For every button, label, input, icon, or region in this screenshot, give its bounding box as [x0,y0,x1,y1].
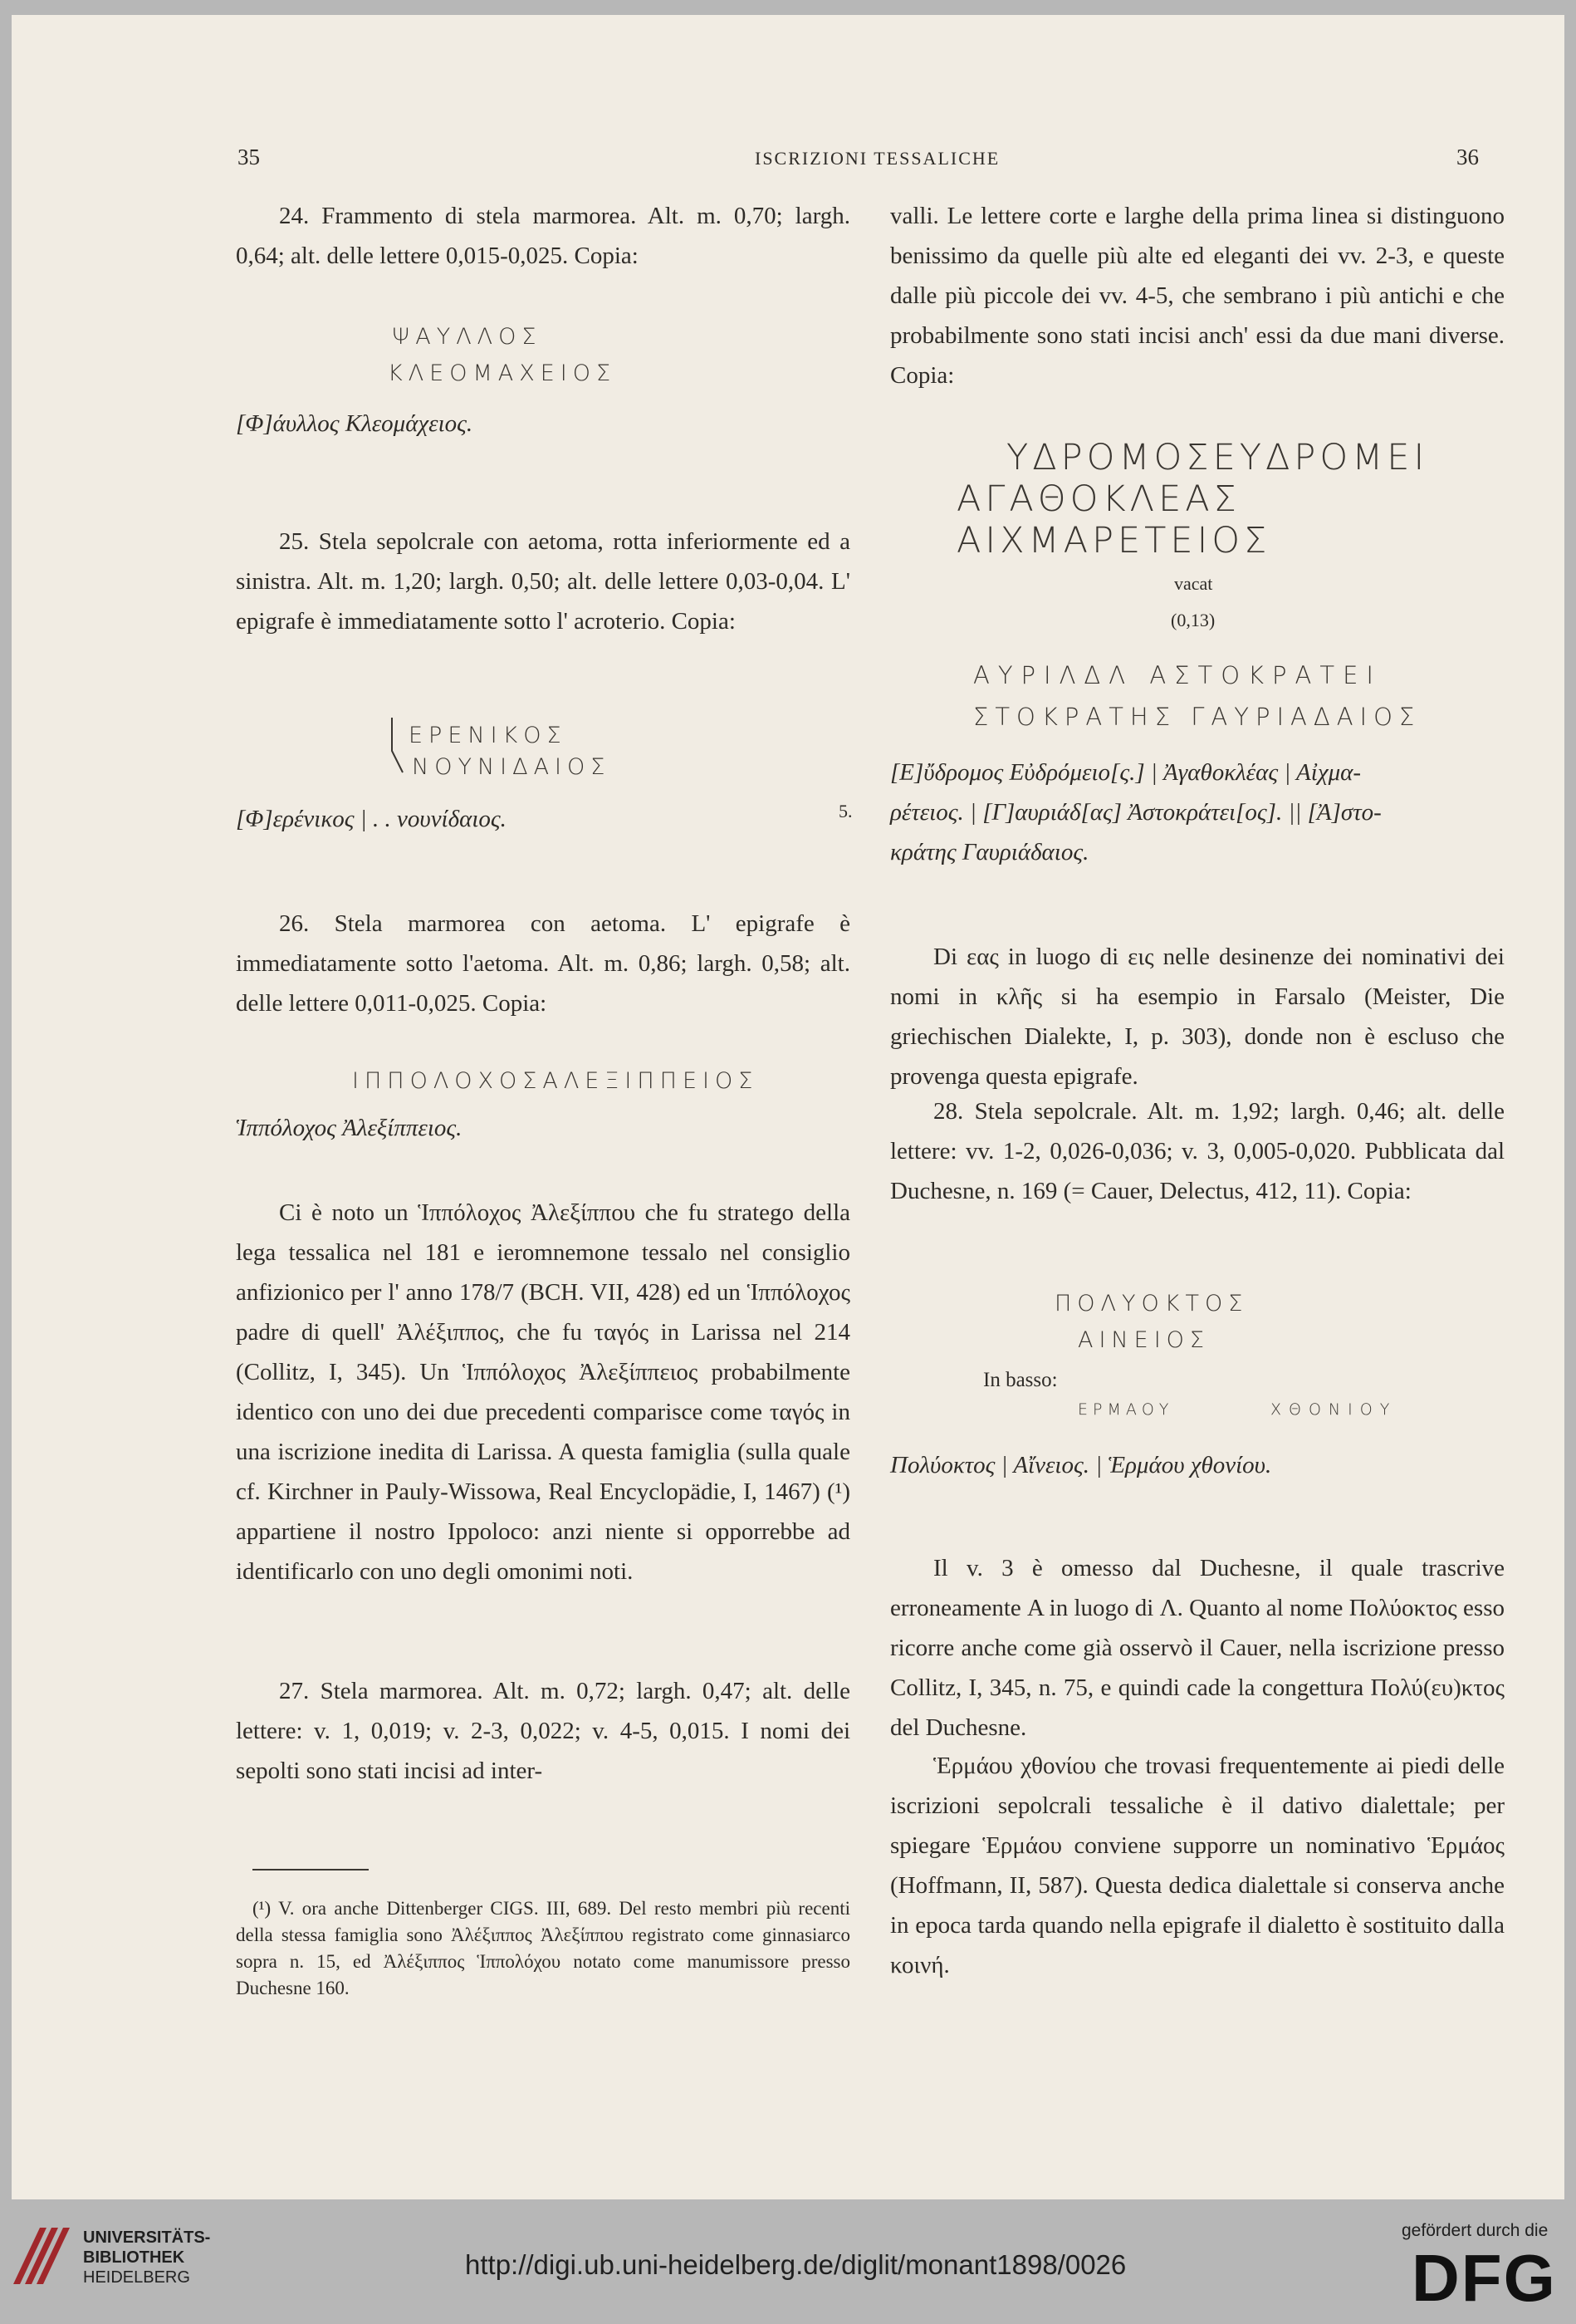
in-basso-label: In basso: [983,1369,1058,1391]
inscription-28-line-1: ΠΟΛΥΟΚΤΟΣ [1055,1291,1249,1316]
inscription-24-line-2: ΚΛΕΟΜΑΧΕΙΟΣ [388,360,617,386]
inscription-25-line-1: ΕΡΕΝΙΚΟΣ [409,723,567,748]
transcription-24: [Φ]άυλλος Κλεομάχειος. [236,410,473,437]
library-name-line-3: HEIDELBERG [83,2268,190,2287]
entry-26-commentary: Ci è noto un Ἱππόλοχος Ἀλεξίππου che fu stratego della lega tessalica nel 181 e ieromnemone tessalo nel consiglio anfizionico per l' anno 178/7 (BCH. VII, 428) ed un Ἱππόλοχος padre di quell' Ἀλέξιππος, che fu ταγός in Larissa nel 214 (Collitz, I, 345). Un Ἱππόλοχος Ἀλεξίππειος probabilmente identico con uno dei due precedenti comparisce come ταγός in una iscrizione inedita di Larissa. A questa famiglia (sulla quale cf. Kirchner in Pauly-Wissowa, Real Encyclopädie, I, 1467) (¹) appartiene il nostro Ippoloco: anzi niente si opporrebbe ad identificarlo con uno degli omonimi noti. [236,1199,850,1585]
inscription-24-line-1: ΨΑΥΛΛΟΣ [392,324,542,350]
entry-27-commentary: Di εας in luogo di εις nelle desinenze dei nominativi dei nomi in κλῆς si ha esempio in Farsalo (Meister, Die griechischen Dialekte, I, p. 303), donde non è escluso che provenga questa epigrafe. [890,944,1505,1090]
entry-27-continuation: valli. Le lettere corte e larghe della prima linea si distinguono benissimo da quelle più alte ed eleganti dei vv. 2-3, e queste dalle più piccole dei vv. 4-5, che sembrano i più antichi e che probabilmente sono stati incisi anch' essi da due mani diverse. Copia: [890,203,1505,389]
line-number-5: 5. [839,801,853,821]
entry-28-description: 28. Stela sepolcrale. Alt. m. 1,92; largh. 0,46; alt. delle lettere: vv. 1-2, 0,026-0,036; v. 3, 0,005-0,020. Pubblicata dal Duchesne, n. 169 (= Cauer, Delectus, 412, 11). Copia: [890,1098,1505,1204]
inscription-25-line-2: ΝΟΥΝΙΔΑΙΟΣ [412,754,611,780]
sponsor-label: gefördert durch die [1402,2221,1549,2240]
digitization-footer [0,2199,1576,2324]
dfg-logo: DFG [1412,2241,1557,2315]
entry-24-description: 24. Frammento di stela marmorea. Alt. m. 0,70; largh. 0,64; alt. delle lettere 0,015-0,025. Copia: [236,203,850,269]
entry-28-commentary-2: Ἑρμάου χθονίου che trovasi frequentemente ai piedi delle iscrizioni sepolcrali tessaliche è il dativo dialettale; per spiegare Ἑρμάου conviene supporre un nominativo Ἑρμάος (Hoffmann, II, 587). Questa dedica dialettale si conserva anche in epoca tarda quando nella epigrafe il dialetto è sostituito dalla κοινή. [890,1753,1505,1978]
entry-28-commentary-1: Il v. 3 è omesso dal Duchesne, il quale trascrive erroneamente Α in luogo di Λ. Quanto al nome Πολύοκτος esso ricorre anche come già osservò il Cauer, nella iscrizione presso Collitz, I, 345, n. 75, e quindi cade la congettura Πολύ(ευ)κτος del Duchesne. [890,1555,1505,1741]
inscription-27-line-4: ΑΥΡΙΛΔΛ ΑΣΤΟΚΡΑΤΕΙ [973,661,1382,689]
library-name-line-2: BIBLIOTHEK [83,2248,185,2267]
footnote-1: (¹) V. ora anche Dittenberger CIGS. III, 689. Del resto membri più recenti della stessa famiglia sono Ἀλέξιππος Ἀλεξίππου registrato come ginnasiarco sopra n. 15, ed Ἀλέξιππος Ἱππολόχου notato come manumissore presso Duchesne 160. [236,1898,850,1998]
page-number-right: 36 [1456,145,1479,169]
entry-27-description: 27. Stela marmorea. Alt. m. 0,72; largh. 0,47; alt. delle lettere: v. 1, 0,019; v. 2-3, 0,022; v. 4-5, 0,015. I nomi dei sepolti sono stati incisi ad inter- [236,1678,850,1784]
entry-26-description: 26. Stela marmorea con aetoma. L' epigrafe è immediatamente sotto l'aetoma. Alt. m. 0,86; largh. 0,58; alt. delle lettere 0,011-0,025. Copia: [236,910,850,1017]
stone-break-line [389,716,406,776]
transcription-27-line-3: κράτης Γαυριάδαιος. [890,839,1089,865]
library-name [83,2228,210,2287]
inscription-27-line-5: ΣΤΟΚΡΑΤΗΣ ΓΑΥΡΙΑΔΑΙΟΣ [973,703,1422,731]
running-title: ISCRIZIONI TESSALICHE [755,148,1001,169]
source-url-link[interactable]: http://digi.ub.uni-heidelberg.de/diglit/monant1898/0026 [465,2249,1127,2280]
footnote-rule [252,1869,369,1870]
transcription-28: Πολύοκτος | Αἴνειος. | Ἑρμάου χθονίου. [890,1452,1272,1478]
transcription-27-line-2: ρέτειος. | [Γ]αυριάδ[ας] Ἀστοκράτει[ος]. || [Ἀ]στο- [890,799,1382,826]
inscription-28-line-3a: ΕΡΜΑΟΥ [1078,1400,1174,1419]
library-name-line-1: UNIVERSITÄTS- [83,2228,211,2247]
vacat-label: vacat [1174,573,1213,594]
inscription-27-line-2: ΑΓΑΘΟΚΛΕΑΣ [957,478,1241,520]
transcription-25: [Φ]ερένικος | . . νουνίδαιος. [236,806,507,832]
vacat-measure: (0,13) [1171,610,1216,630]
inscription-27-line-1: ΥΔΡΟΜΟΣΕΥΔΡΟΜΕΙ [1006,437,1429,478]
transcription-26: Ἱππόλοχος Ἀλεξίππειος. [236,1115,463,1141]
inscription-28-line-3b: ΧΘΟΝΙΟΥ [1270,1400,1397,1419]
transcription-27-line-1: [Ε]ὔδρομος Εὐδρόμειο[ς.] | Ἀγαθοκλέας | Αἰχμα- [890,759,1362,786]
inscription-27-line-3: ΑΙΧΜΑΡΕΤΕΙΟΣ [957,520,1271,561]
university-library-logo-icon [7,2221,76,2291]
inscription-26: ΙΠΠΟΛΟΧΟΣΑΛΕΞΙΠΠΕΙΟΣ [352,1068,759,1094]
inscription-28-line-2: ΑΙΝΕΙΟΣ [1078,1327,1210,1353]
entry-25-description: 25. Stela sepolcrale con aetoma, rotta inferiormente ed a sinistra. Alt. m. 1,20; largh. 0,50; alt. delle lettere 0,03-0,04. L' epigrafe è immediatamente sotto l' acroterio. Copia: [236,528,850,635]
page-number-left: 35 [237,145,260,169]
scanned-page [12,15,1564,2199]
